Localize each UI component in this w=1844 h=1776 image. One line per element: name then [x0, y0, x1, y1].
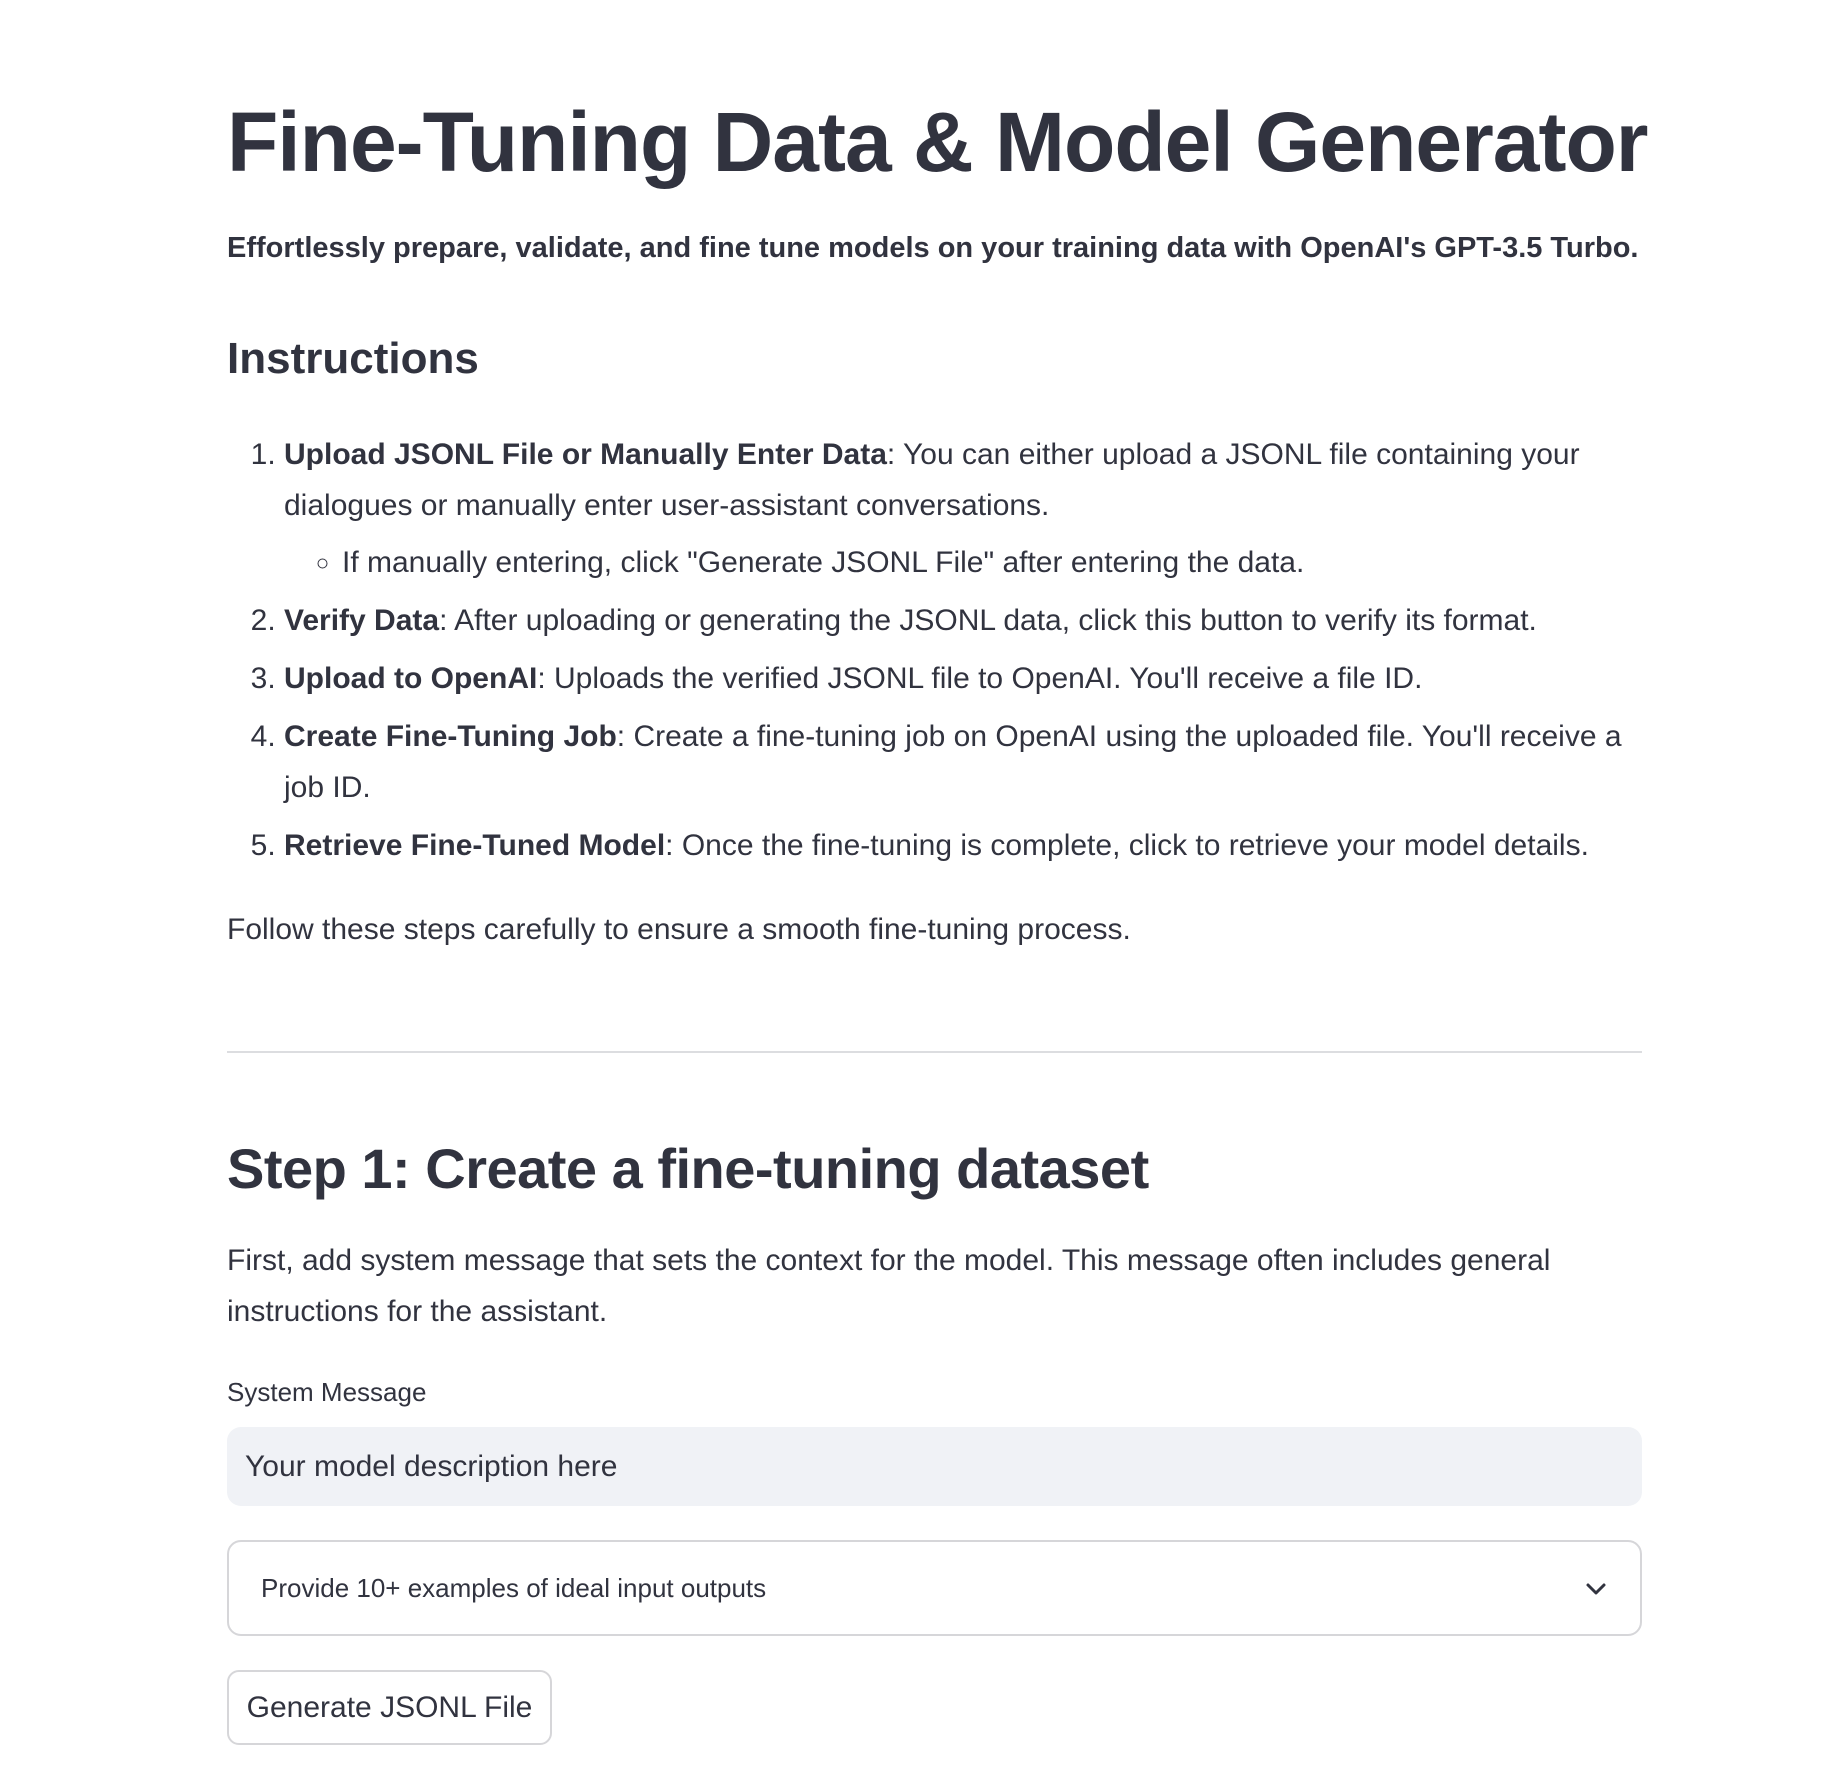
page-subtitle: Effortlessly prepare, validate, and fine tune models on your training data with OpenAI's GPT-3.5 Turbo. [227, 232, 1639, 264]
step-text: : Uploads the verified JSONL file to OpenAI. You'll receive a file ID. [537, 662, 1423, 695]
step-title: Upload to OpenAI [284, 662, 538, 695]
step-title: Verify Data [284, 604, 440, 637]
instruction-step [284, 653, 1642, 704]
step-title: Retrieve Fine-Tuned Model [284, 829, 666, 862]
step-text: : Once the fine-tuning is complete, click to retrieve your model details. [665, 829, 1589, 862]
divider [227, 1051, 1642, 1053]
chevron-down-icon [1584, 1573, 1608, 1604]
page-title: Fine-Tuning Data & Model Generator [227, 95, 1648, 189]
step-text: : After uploading or generating the JSONL data, click this button to verify its format. [439, 604, 1537, 637]
instruction-step [284, 595, 1642, 646]
instructions-footer: Follow these steps carefully to ensure a smooth fine-tuning process. [227, 913, 1131, 946]
instruction-step [284, 429, 1642, 588]
generate-jsonl-button[interactable]: Generate JSONL File [227, 1670, 552, 1745]
system-message-label: System Message [227, 1377, 427, 1407]
step1-description: First, add system message that sets the context for the model. This message often includes general instructions for the assistant. [227, 1244, 1551, 1328]
system-message-input[interactable] [227, 1427, 1642, 1506]
step-title: Upload JSONL File or Manually Enter Data [284, 438, 887, 471]
instructions-heading: Instructions [227, 334, 479, 383]
instruction-step [284, 820, 1642, 871]
instruction-step [284, 711, 1642, 813]
step-text: : You can either upload a JSONL file containing your dialogues or manually enter user-assistant conversations. [284, 438, 1580, 522]
step-title: Create Fine-Tuning Job [284, 720, 617, 753]
instruction-substep: ◦ If manually entering, click "Generate JSONL File" after entering the data. [342, 537, 1642, 588]
step-text: : Create a fine-tuning job on OpenAI using the uploaded file. You'll receive a job ID. [284, 720, 1622, 804]
step1-heading: Step 1: Create a fine-tuning dataset [227, 1137, 1149, 1200]
instructions-list [227, 429, 1642, 878]
expander-label: Provide 10+ examples of ideal input outputs [261, 1572, 767, 1603]
examples-expander[interactable] [227, 1540, 1642, 1636]
